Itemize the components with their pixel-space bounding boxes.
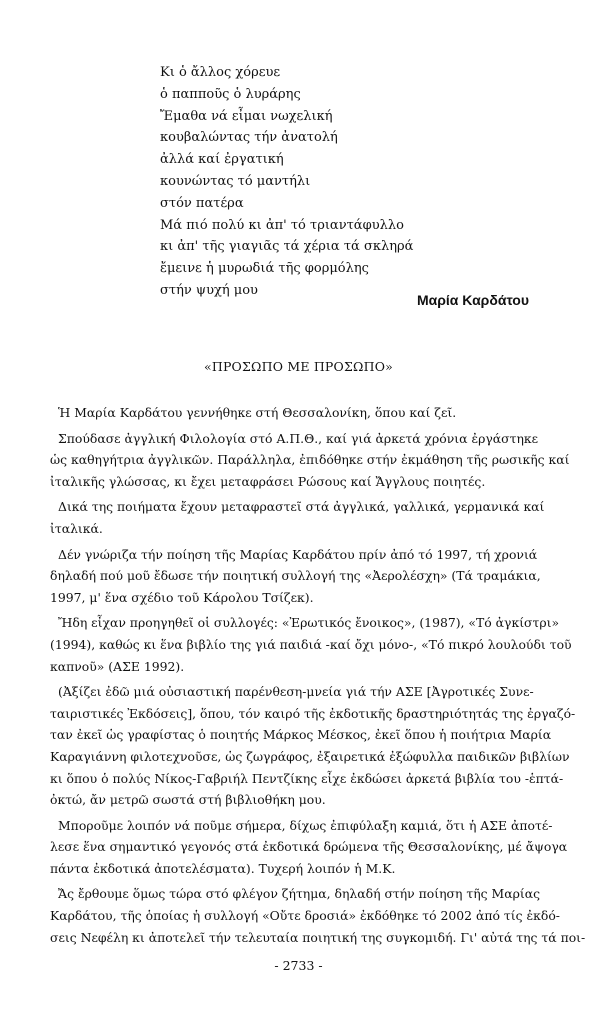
section-heading: «ΠΡΟΣΩΠΟ ΜΕ ΠΡΟΣΩΠΟ» xyxy=(204,359,393,374)
poem-line: στόν πατέρα xyxy=(160,195,244,211)
text-line: Δικά της ποιήματα ἔχουν μεταφραστεῖ στά ἀγγλικά, γαλλικά, γερμανικά καί xyxy=(58,499,545,515)
page-number: - 2733 - xyxy=(274,958,323,973)
text-line: Καραγιάννη φιλοτεχνοῦσε, ὡς ζωγράφος, ἐξαιρετικά ἐξώφυλλα παιδικῶν βιβλίων xyxy=(50,748,570,764)
poem xyxy=(160,62,520,302)
text-line: ταιριστικές Ἐκδόσεις], ὅπου, τόν καιρό τῆς ἐκδοτικῆς δραστηριότητάς της ἐργαζό- xyxy=(50,705,576,721)
poem-line: Μά πιό πολύ κι ἀπ' τό τριαντάφυλλο xyxy=(160,217,404,233)
poem-line: Ἔμαθα νά εἶμαι νωχελική xyxy=(160,108,333,124)
poem-line: κουνώντας τό μαντήλι xyxy=(160,173,311,189)
text-line: Ἤδη εἶχαν προηγηθεῖ οἱ συλλογές: «Ἐρωτικός ἔνοικος», (1987), «Τό ἀγκίστρι» xyxy=(58,615,560,631)
text-line: Ἄς ἔρθουμε ὅμως τώρα στό φλέγον ζήτημα, δηλαδή στήν ποίηση τῆς Μαρίας xyxy=(58,886,541,902)
text-line: λεσε ἕνα σημαντικό γεγονός στά ἐκδοτικά δρώμενα τῆς Θεσσαλονίκης, μέ ἄψογα xyxy=(50,839,568,855)
text-line: Ἡ Μαρία Καρδάτου γεννήθηκε στή Θεσσαλονίκη, ὅπου καί ζεῖ. xyxy=(58,405,457,420)
paragraph xyxy=(50,544,541,609)
paragraph xyxy=(50,815,568,880)
text-line: πάντα ἐκδοτικά ἀποτελέσματα). Τυχερή λοιπόν ἡ Μ.Κ. xyxy=(50,860,396,876)
text-line: Καρδάτου, τῆς ὁποίας ἡ συλλογή «Οὔτε δροσιά» ἐκδόθηκε τό 2002 ἀπό τίς ἐκδό- xyxy=(50,908,560,924)
body-text xyxy=(50,402,586,952)
text-line: δηλαδή πού μοῦ ἔδωσε τήν ποιητική συλλογή της «Ἀερολέσχη» (Τά τραμάκια, xyxy=(50,568,541,584)
text-line: ἰταλικά. xyxy=(50,520,103,536)
text-line: (1994), καθώς κι ἕνα βιβλίο της γιά παιδιά -καί ὄχι μόνο-, «Τό πικρό λουλούδι τοῦ xyxy=(50,636,572,652)
poem-line: ἀλλά καί ἐργατική xyxy=(160,152,284,168)
poem-author: Μαρία Καρδάτου xyxy=(416,292,529,308)
text-line: (Ἀξίζει ἐδῶ μιά οὐσιαστική παρένθεση-μνεία γιά τήν ΑΣΕ [Ἀγροτικές Συνε- xyxy=(58,684,534,700)
text-line: ὡς καθηγήτρια ἀγγλικῶν. Παράλληλα, ἐπιδόθηκε στήν ἐκμάθηση τῆς ρωσικῆς καί xyxy=(50,452,570,468)
text-line: σεις Νεφέλη κι ἀποτελεῖ τήν τελευταία ποιητική της συγκομιδή. Γι' αὐτά της τά ποι- xyxy=(50,929,586,945)
text-line: ὀκτώ, ἄν μετρῶ σωστά στή βιβλιοθήκη μου. xyxy=(50,792,326,808)
text-line: 1997, μ' ἕνα σχέδιο τοῦ Κάρολου Τσίζεκ). xyxy=(50,589,314,605)
poem-line: κουβαλώντας τήν ἀνατολή xyxy=(160,130,338,146)
paragraph xyxy=(50,883,586,948)
poem-line: ὁ παπποῦς ὁ λυράρης xyxy=(160,86,301,102)
text-line: ἰταλικῆς γλώσσας, κι ἔχει μεταφράσει Ρώσους καί Ἄγγλους ποιητές. xyxy=(50,473,486,489)
text-line: Μποροῦμε λοιπόν νά ποῦμε σήμερα, δίχως ἐπιφύλαξη καμιά, ὅτι ἡ ΑΣΕ ἀποτέ- xyxy=(58,817,553,833)
paragraph xyxy=(50,402,528,424)
poem-line: στήν ψυχή μου xyxy=(160,282,258,298)
poem-line: ἔμεινε ἡ μυρωδιά τῆς φορμόλης xyxy=(160,261,369,277)
text-line: Δέν γνώριζα τήν ποίηση τῆς Μαρίας Καρδάτου πρίν ἀπό τό 1997, τή χρονιά xyxy=(58,546,538,562)
poem-line: κι ἀπ' τῆς γιαγιᾶς τά χέρια τά σκληρά xyxy=(160,239,414,255)
text-line: καπνοῦ» (ΑΣΕ 1992). xyxy=(50,658,185,674)
paragraph xyxy=(50,428,570,493)
paragraph xyxy=(50,612,572,677)
paragraph xyxy=(50,496,545,539)
text-line: κι ὅπου ὁ πολύς Νίκος-Γαβριήλ Πεντζίκης εἶχε ἐκδώσει ἀρκετά βιβλία του -ἑπτά- xyxy=(50,770,564,786)
text-line: ταν ἐκεῖ ὡς γραφίστας ὁ ποιητής Μάρκος Μέσκος, ἐκεῖ ὅπου ἡ ποιήτρια Μαρία xyxy=(50,727,552,743)
paragraph xyxy=(50,681,576,811)
text-line: Σπούδασε ἀγγλική Φιλολογία στό Α.Π.Θ., καί γιά ἀρκετά χρόνια ἐργάστηκε xyxy=(58,430,539,446)
poem-line: Κι ὁ ἄλλος χόρευε xyxy=(160,65,281,80)
